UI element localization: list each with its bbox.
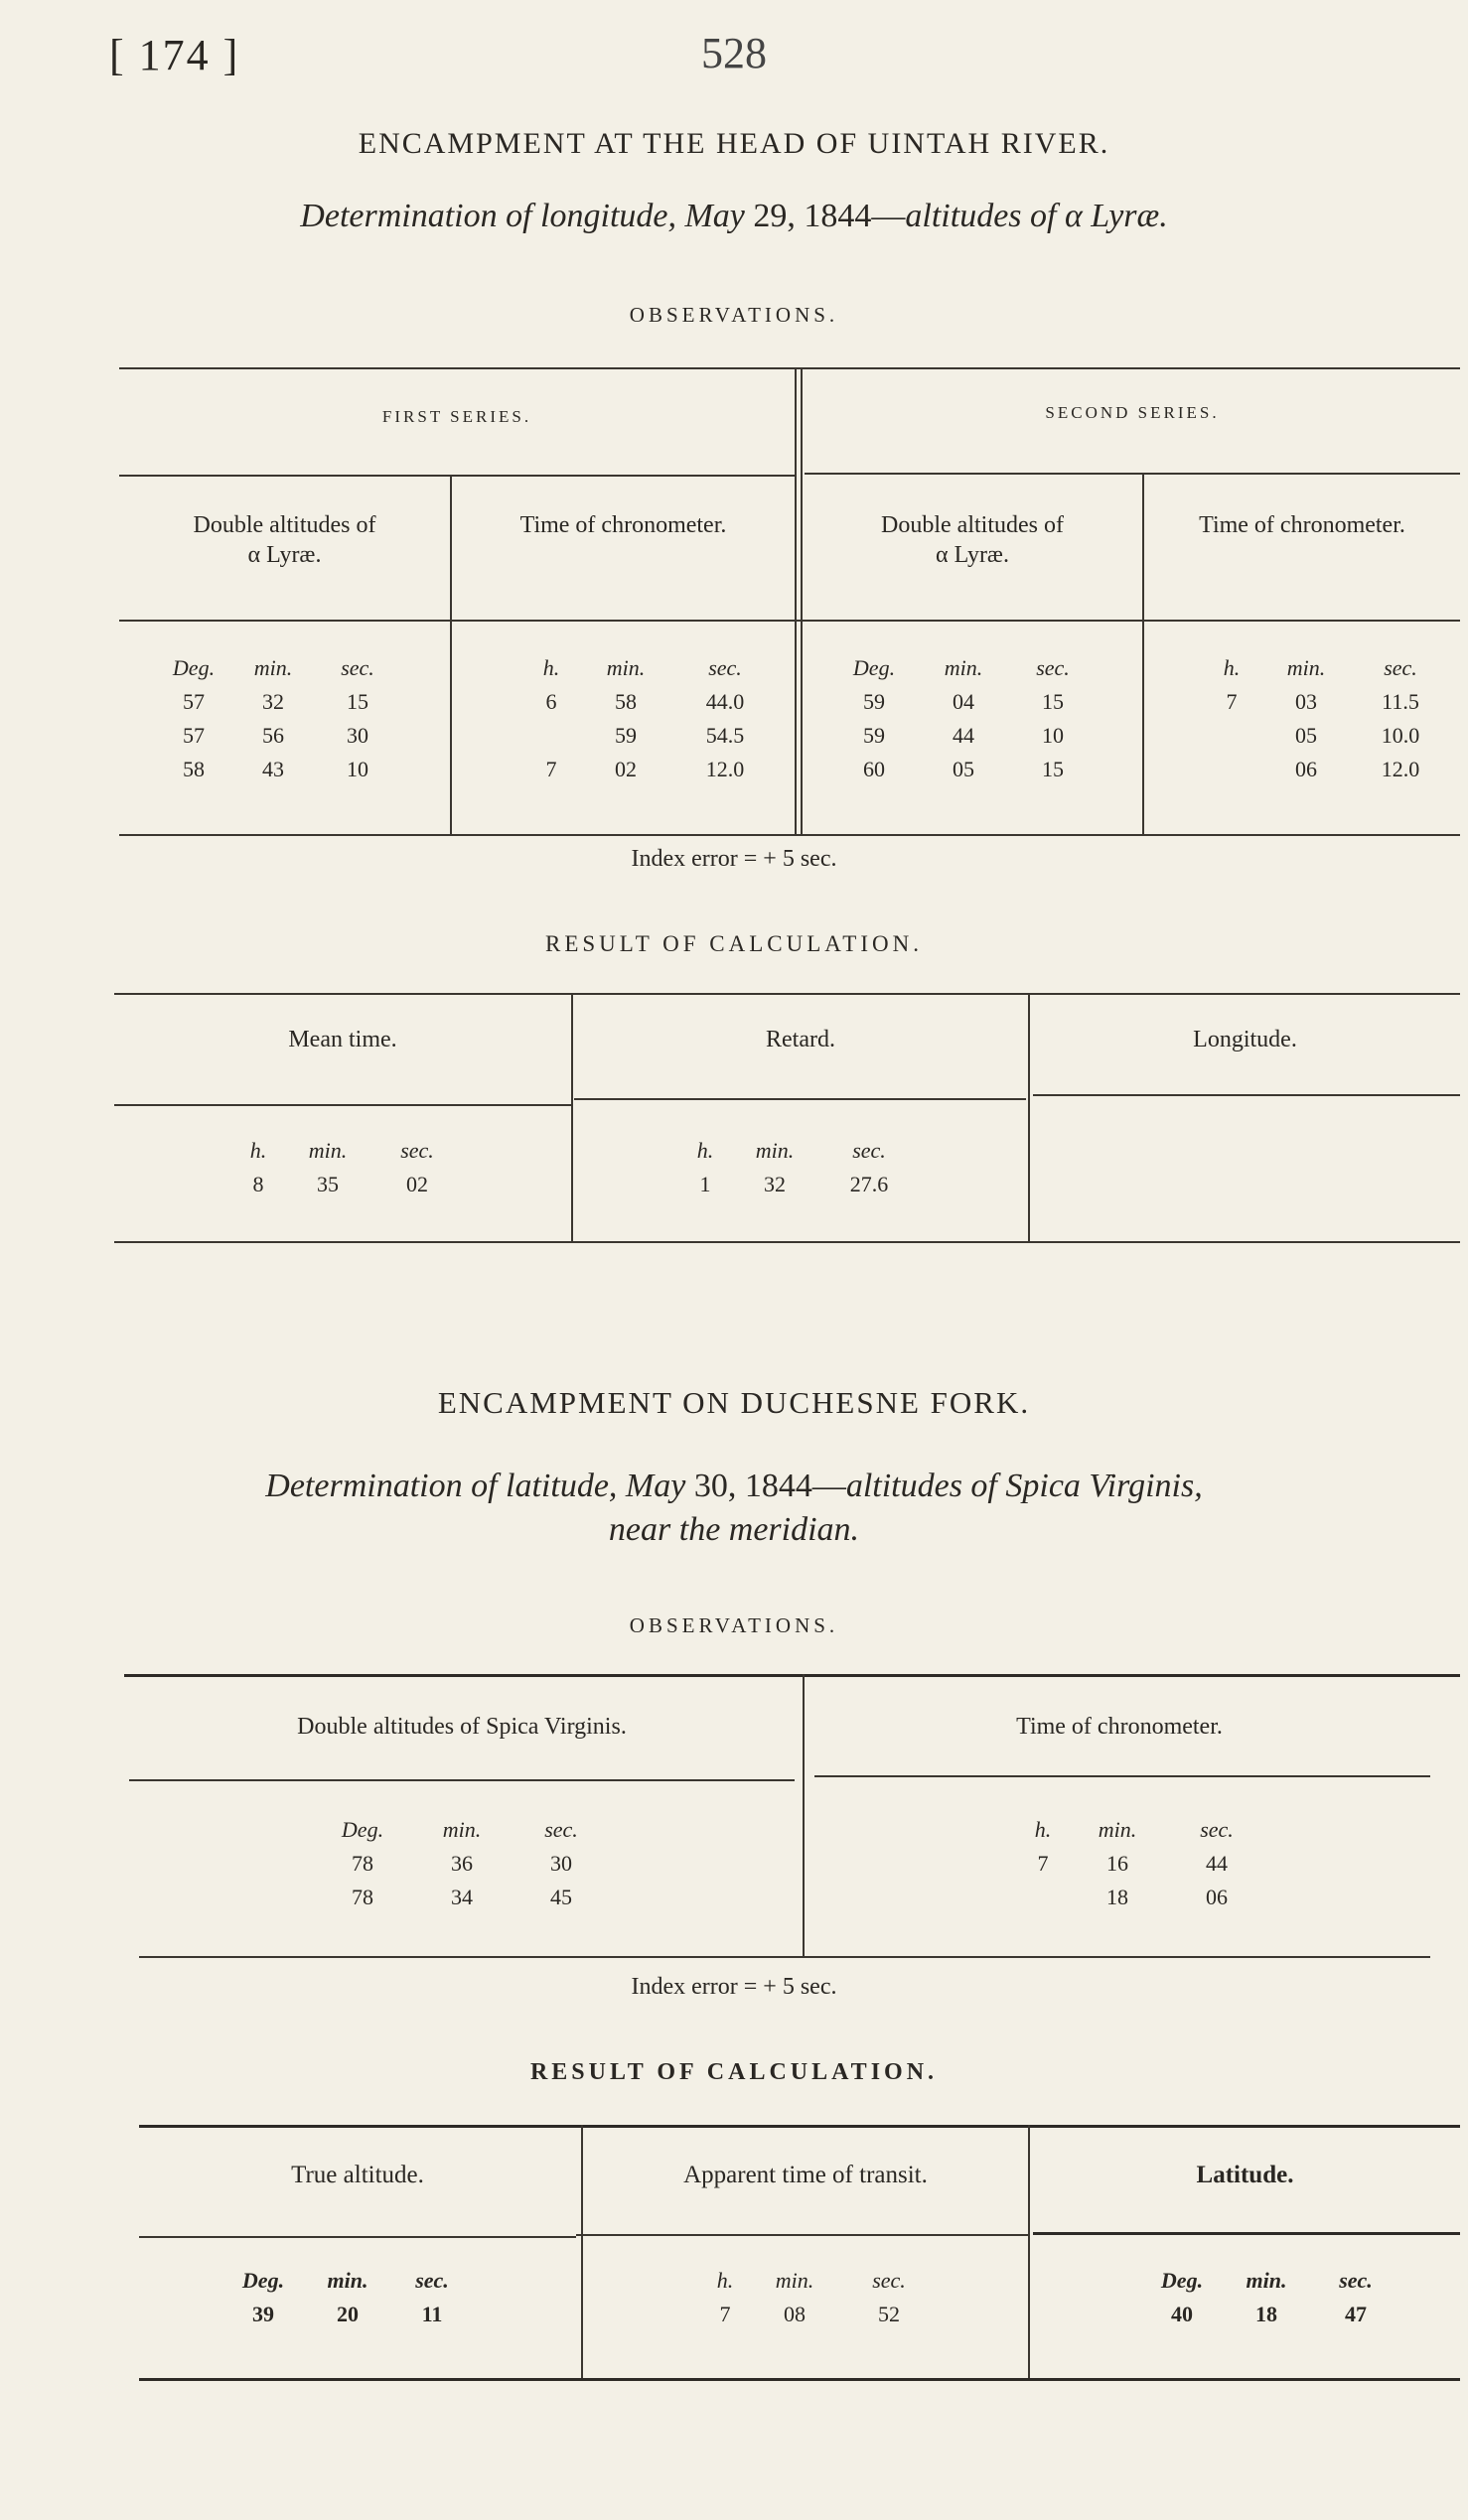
unit-sec: sec. [341, 655, 374, 680]
unit-min: min. [755, 1138, 795, 1163]
value: 52 [878, 2302, 900, 2326]
table3-header-rule-a [129, 1779, 795, 1781]
value: 57 [183, 723, 205, 748]
first-series-label: FIRST SERIES. [381, 407, 532, 426]
unit-sec: sec. [1200, 1817, 1234, 1842]
unit-h: h. [696, 1138, 714, 1163]
value: 32 [764, 1172, 786, 1196]
col-header-line: Double altitudes of [881, 512, 1064, 538]
value: 58 [615, 689, 637, 714]
value: 34 [451, 1885, 473, 1909]
unit-min: min. [308, 1138, 348, 1163]
value: 56 [262, 723, 284, 748]
value: 11.5 [1382, 689, 1419, 714]
result1-header-retard: Retard. [766, 1027, 835, 1052]
col-header-line: Double altitudes of [193, 512, 376, 538]
first-altitudes [159, 651, 397, 786]
result1-header-rule-a [114, 1104, 571, 1106]
value: 32 [262, 689, 284, 714]
value: 78 [352, 1885, 373, 1909]
subtitle-part-a: Determination of latitude, May [265, 1468, 686, 1504]
unit-sec: sec. [852, 1138, 886, 1163]
table1-series-divider-double [801, 367, 803, 834]
first-times [526, 651, 775, 786]
unit-h: h. [249, 1138, 267, 1163]
value: 05 [1295, 723, 1317, 748]
result1-header-rule-b [574, 1098, 1026, 1100]
value: 59 [863, 689, 885, 714]
value: 35 [317, 1172, 339, 1196]
value: 59 [615, 723, 637, 748]
observations-label-2: OBSERVATIONS. [629, 1613, 839, 1637]
value: 30 [347, 723, 368, 748]
result1-top-rule [114, 993, 1460, 995]
value: 36 [451, 1851, 473, 1876]
table1-top-rule [119, 367, 1460, 369]
unit-h: h. [1034, 1817, 1052, 1842]
subtitle-part-b: 29, 1844— [744, 198, 906, 234]
value: 06 [1206, 1885, 1228, 1909]
value: 15 [1042, 689, 1064, 714]
table1-second-series-rule [805, 473, 1460, 475]
table3-bottom-rule [139, 1956, 1430, 1958]
unit-h: h. [716, 2268, 734, 2293]
unit-min: min. [1286, 655, 1326, 680]
spica-times [1023, 1813, 1261, 1914]
section1-heading: ENCAMPMENT AT THE HEAD OF UINTAH RIVER. [358, 127, 1110, 160]
value: 7 [1226, 689, 1238, 714]
value: 03 [1295, 689, 1317, 714]
unit-sec: sec. [400, 1138, 434, 1163]
value: 57 [183, 689, 205, 714]
value: 44 [953, 723, 974, 748]
result2-header-transit: Apparent time of transit. [683, 2162, 928, 2188]
value: 04 [953, 689, 974, 714]
result1-header-mean-time: Mean time. [288, 1027, 397, 1052]
unit-deg: Deg. [241, 2268, 285, 2293]
table1-header-rule [119, 620, 1460, 622]
value: 6 [545, 689, 557, 714]
value: 39 [252, 2302, 274, 2326]
value: 78 [352, 1851, 373, 1876]
value: 18 [1255, 2302, 1277, 2326]
value: 15 [1042, 757, 1064, 781]
result1-bottom-rule [114, 1241, 1460, 1243]
page-number: 528 [701, 29, 767, 77]
value: 10 [1042, 723, 1064, 748]
unit-h: h. [1223, 655, 1241, 680]
observations-label: OBSERVATIONS. [629, 303, 839, 327]
col-header-altitudes-2 [803, 510, 1142, 570]
unit-sec: sec. [872, 2268, 906, 2293]
mean-time-values [238, 1134, 457, 1201]
value: 10.0 [1381, 723, 1420, 748]
result1-header-rule-c [1033, 1094, 1460, 1096]
subtitle-part-c: altitudes of α Lyræ. [905, 198, 1168, 234]
value: 54.5 [705, 723, 745, 748]
value: 1 [699, 1172, 711, 1196]
subtitle-part-d: near the meridian. [608, 1511, 860, 1548]
page-number-bracketed: [ 174 ] [109, 31, 240, 79]
value: 18 [1106, 1885, 1128, 1909]
true-altitude-values [223, 2264, 472, 2331]
value: 7 [545, 757, 557, 781]
value: 10 [347, 757, 368, 781]
unit-sec: sec. [544, 1817, 578, 1842]
value: 30 [550, 1851, 572, 1876]
unit-min: min. [253, 655, 293, 680]
section2-heading: ENCAMPMENT ON DUCHESNE FORK. [437, 1385, 1031, 1420]
unit-deg: Deg. [172, 655, 216, 680]
col-header-spica-time: Time of chronometer. [1016, 1714, 1223, 1740]
value: 59 [863, 723, 885, 748]
value: 06 [1295, 757, 1317, 781]
unit-min: min. [944, 655, 983, 680]
result-label-2: RESULT OF CALCULATION. [529, 2059, 939, 2085]
value: 40 [1171, 2302, 1193, 2326]
unit-h: h. [542, 655, 560, 680]
col-header-line: α Lyræ. [936, 542, 1009, 568]
value: 44.0 [705, 689, 745, 714]
value: 27.6 [849, 1172, 889, 1196]
unit-sec: sec. [415, 2268, 449, 2293]
unit-deg: Deg. [852, 655, 896, 680]
col-header-line: α Lyræ. [247, 542, 322, 568]
unit-min: min. [1098, 1817, 1137, 1842]
result-label-1: RESULT OF CALCULATION. [544, 931, 923, 956]
value: 02 [615, 757, 637, 781]
value: 47 [1345, 2302, 1367, 2326]
value [1023, 1881, 1063, 1914]
table1-series-divider [795, 367, 797, 834]
value: 08 [784, 2302, 806, 2326]
unit-sec: sec. [1384, 655, 1417, 680]
result2-bottom-rule [139, 2378, 1460, 2381]
unit-sec: sec. [1339, 2268, 1373, 2293]
second-altitudes [834, 651, 1093, 786]
table3-top-rule [124, 1674, 1460, 1677]
result2-header-rule-a [139, 2236, 576, 2238]
unit-deg: Deg. [1160, 2268, 1204, 2293]
value: 44 [1206, 1851, 1228, 1876]
result1-header-longitude: Longitude. [1193, 1027, 1297, 1052]
value: 11 [421, 2302, 443, 2326]
transit-time-values [705, 2264, 934, 2331]
value [1207, 719, 1256, 753]
second-times [1207, 651, 1445, 786]
table1-first-series-rule [119, 475, 795, 477]
table3-header-rule-b [814, 1775, 1430, 1777]
value [526, 719, 576, 753]
index-error-2: Index error = + 5 sec. [631, 1974, 837, 2000]
col-header-altitudes-1 [119, 510, 450, 570]
unit-min: min. [775, 2268, 814, 2293]
value: 8 [252, 1172, 264, 1196]
unit-sec: sec. [708, 655, 742, 680]
value: 16 [1106, 1851, 1128, 1876]
value: 02 [406, 1172, 428, 1196]
unit-min: min. [606, 655, 646, 680]
section2-subtitle [0, 1465, 1468, 1552]
result2-header-rule-b [576, 2234, 1028, 2236]
latitude-values [1147, 2264, 1395, 2331]
second-series-label: SECOND SERIES. [1045, 403, 1220, 422]
section1-subtitle [0, 195, 1468, 238]
unit-sec: sec. [1036, 655, 1070, 680]
col-header-time-1: Time of chronometer. [519, 512, 727, 538]
spica-altitudes [318, 1813, 606, 1914]
value: 58 [183, 757, 205, 781]
value: 12.0 [1381, 757, 1420, 781]
col-header-time-2: Time of chronometer. [1199, 512, 1405, 538]
retard-values [685, 1134, 914, 1201]
result2-top-rule [139, 2125, 1460, 2128]
unit-min: min. [1246, 2268, 1287, 2293]
value: 43 [262, 757, 284, 781]
value: 7 [1037, 1851, 1049, 1876]
value: 60 [863, 757, 885, 781]
value [1207, 753, 1256, 786]
unit-min: min. [442, 1817, 482, 1842]
value: 15 [347, 689, 368, 714]
result2-header-latitude: Latitude. [1196, 2162, 1294, 2188]
value: 20 [337, 2302, 359, 2326]
value: 12.0 [705, 757, 745, 781]
subtitle-part-a: Determination of longitude, May [300, 198, 745, 234]
table3-divider [803, 1674, 805, 1956]
col-header-spica-altitudes: Double altitudes of Spica Virginis. [297, 1714, 627, 1740]
result2-header-true-altitude: True altitude. [291, 2162, 424, 2188]
subtitle-part-b: 30, 1844— [685, 1468, 846, 1504]
unit-deg: Deg. [341, 1817, 384, 1842]
index-error-1: Index error = + 5 sec. [631, 846, 837, 872]
value: 05 [953, 757, 974, 781]
table1-bottom-rule [119, 834, 1460, 836]
result2-header-rule-c [1033, 2232, 1460, 2235]
subtitle-part-c: altitudes of Spica Virginis, [845, 1468, 1203, 1504]
value: 45 [550, 1885, 572, 1909]
value: 7 [719, 2302, 731, 2326]
unit-min: min. [327, 2268, 368, 2293]
